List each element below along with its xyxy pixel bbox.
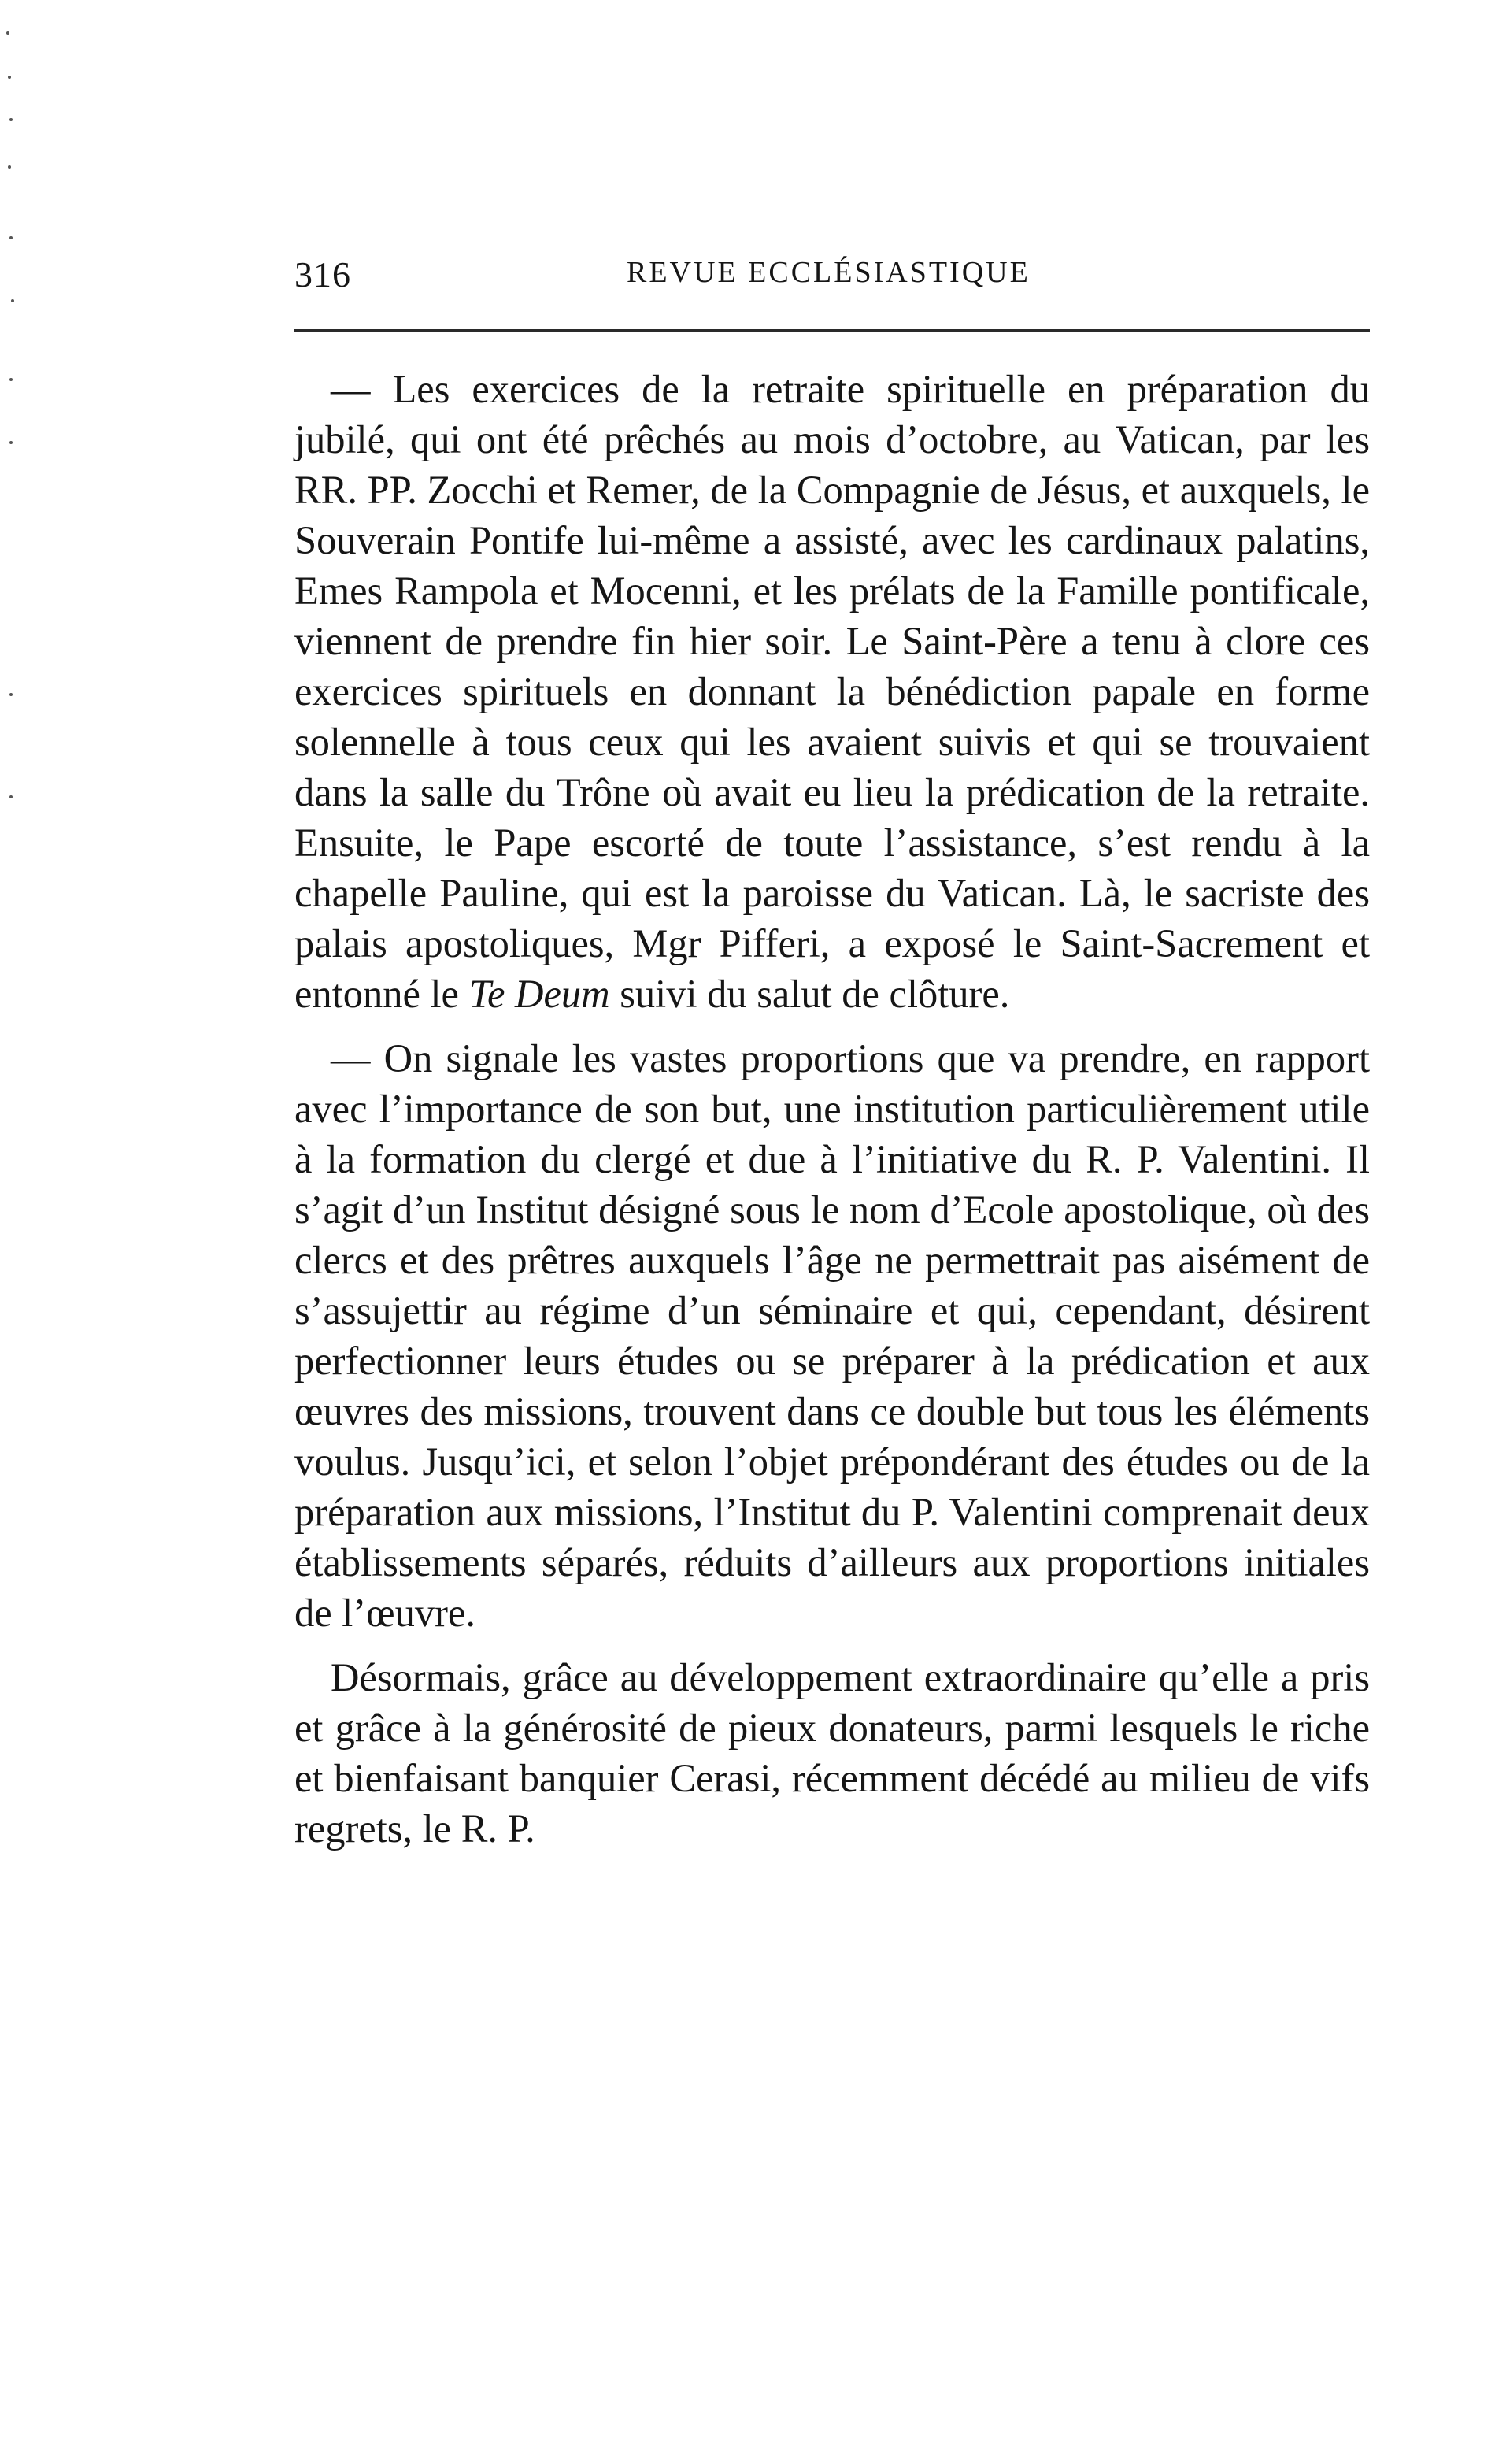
page-header — [294, 236, 1370, 299]
paragraph-desormais: Désormais, grâce au développement extraordinaire qu’elle a pris et grâce à la générosité de pieux donateurs, parmi lesquels le riche et bienfaisant banquier Cerasi, récemment décédé au milieu de vifs regrets, le R. P. — [294, 1655, 1370, 1851]
italic-phrase: Te Deum — [468, 972, 610, 1016]
paragraph-retraite — [294, 364, 1370, 1019]
speck — [8, 165, 11, 169]
paragraph-ecole-apostolique: — On signale les vastes proportions que va prendre, en rapport avec l’importance de son but, une institution particulièrement utile à la formation du clergé et due à l’initiative du R. P. Valentini. Il s’agit d’un Institut désigné sous le nom d’Ecole apostolique, où des clercs et des prêtres auxquels l’âge ne permettrait pas aisément de s’assujettir au régime d’un séminaire et qui, cependant, désirent perfectionner leurs études ou se préparer à la prédication et aux œuvres des missions, trouvent dans ce double but tous les éléments voulus. Jusqu’ici, et selon l’objet prépondérant des études ou de la préparation aux missions, l’Institut du P. Valentini comprenait deux établissements séparés, réduits d’ailleurs aux proportions initiales de l’œuvre. — [294, 1036, 1370, 1635]
speck — [6, 31, 9, 35]
speck — [9, 118, 13, 121]
speck — [9, 236, 13, 239]
paragraph-text: suivi du salut de clôture. — [609, 972, 1010, 1016]
speck — [11, 299, 14, 302]
speck — [9, 795, 13, 798]
speck — [9, 378, 13, 381]
body-text — [294, 364, 1370, 1854]
paragraph-text: — Les exercices de la retraite spirituelle en préparation du jubilé, qui ont été prêchés au mois d’octobre, au Vatican, par les RR. PP. Zocchi et Remer, de la Compagnie de Jésus, et auxquels, le Souverain Pontife lui-même a assisté, avec les cardinaux palatins, Emes Rampola et Mocenni, et les prélats de la Famille pontificale, viennent de prendre fin hier soir. Le Saint-Père a tenu à clore ces exercices spirituels en donnant la bénédiction papale en forme solennelle à tous ceux qui les avaient suivis et qui se trouvaient dans la salle du Trône où avait eu lieu la prédication de la retraite. Ensuite, le Pape escorté de toute l’assistance, s’est rendu à la chapelle Pauline, qui est la paroisse du Vatican. Là, le sacriste des palais apostoliques, Mgr Pifferi, a exposé le Saint-Sacrement et entonné le — [294, 367, 1370, 1016]
speck — [9, 693, 13, 696]
speck — [8, 76, 11, 79]
document-page — [294, 236, 1370, 1851]
header-rule — [294, 329, 1370, 332]
running-title: REVUE ECCLÉSIASTIQUE — [627, 256, 1031, 289]
speck — [9, 441, 13, 444]
margin-specks — [0, 0, 31, 2464]
page-number: 316 — [294, 254, 351, 295]
